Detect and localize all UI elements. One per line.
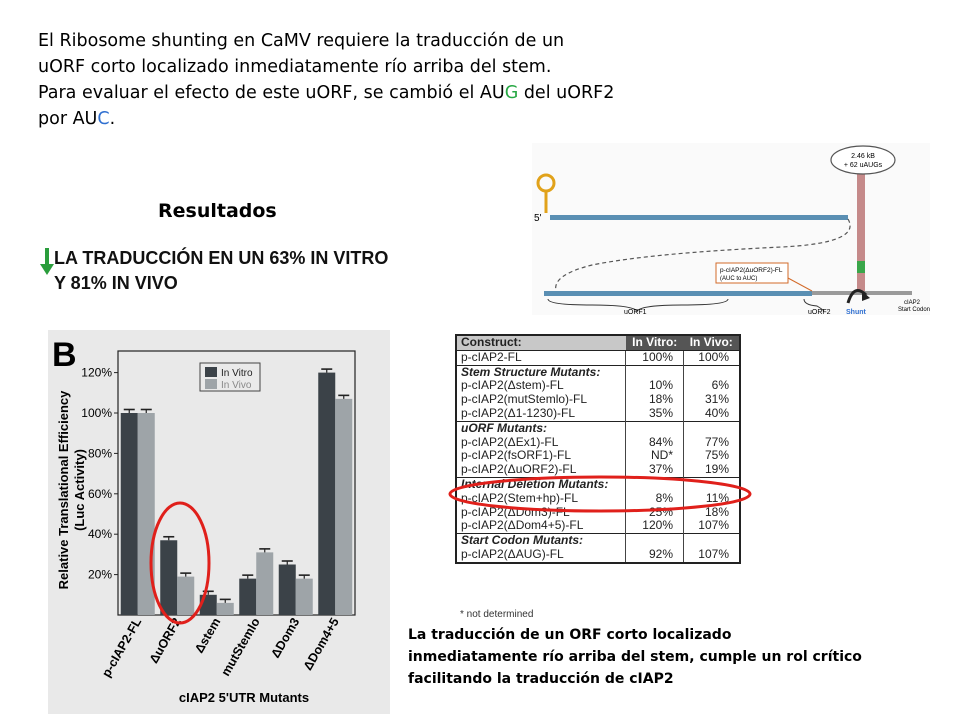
construct-name-cell: p-cIAP2(ΔDom3)-FL: [461, 504, 570, 519]
stem-box: [831, 146, 895, 174]
x-tick-label: ΔuORF2: [146, 615, 184, 666]
in-vivo-cell: 6%: [684, 379, 741, 393]
header-in-vitro: In Vitro:: [626, 335, 684, 350]
bar-in-vitro: [160, 540, 177, 615]
empty-cell: [684, 365, 741, 379]
mrna-strand-lower: [544, 291, 812, 296]
hairpin-loop-icon: [538, 175, 554, 191]
intro-line-2: uORF corto localizado inmediatamente río arriba del stem.: [38, 57, 552, 77]
empty-cell: [626, 477, 684, 491]
construct-name-cell: p-cIAP2(mutStemlo)-FL: [461, 392, 588, 407]
codon-c-highlight: C: [97, 109, 110, 129]
codon-g-highlight: G: [504, 83, 519, 103]
conclusion-line-3: facilitando la traducción de cIAP2: [408, 671, 674, 687]
y-tick-label: 20%: [87, 567, 112, 582]
construct-callout-line-2: (AUC to AUC): [720, 276, 758, 282]
table-section-row: [456, 534, 740, 548]
empty-cell: [684, 534, 741, 548]
shunting-diagram: [532, 143, 930, 315]
bar-in-vitro: [200, 595, 217, 615]
construct-name-cell: p-cIAP2(ΔEx1)-FL: [461, 434, 559, 449]
y-tick-label: 60%: [87, 486, 112, 501]
in-vivo-cell: 107%: [684, 519, 741, 533]
construct-name-cell: p-cIAP2(Stem+hp)-FL: [461, 490, 579, 505]
intro-line-4-text: por AU: [38, 109, 98, 129]
five-prime-label: 5': [534, 213, 542, 224]
legend-label: In Vitro: [221, 368, 253, 379]
bar-chart: [48, 330, 390, 714]
table-section-row: [456, 477, 740, 491]
in-vitro-cell: 18%: [626, 393, 684, 407]
x-tick-label: Δstem: [192, 615, 224, 656]
bar-in-vivo: [217, 603, 234, 615]
in-vitro-cell: ND*: [626, 449, 684, 463]
in-vivo-cell: 11%: [684, 492, 741, 506]
in-vivo-cell: 100%: [684, 350, 741, 365]
in-vitro-cell: 37%: [626, 463, 684, 477]
section-label: uORF Mutants:: [456, 421, 626, 435]
in-vitro-cell: 8%: [626, 492, 684, 506]
conclusion-text: [408, 624, 928, 690]
table-section-row: [456, 365, 740, 379]
down-arrow-icon: [40, 248, 54, 276]
finding-line-2: Y 81% IN VIVO: [54, 273, 178, 293]
start-codon-label-1: cIAP2: [904, 300, 921, 306]
in-vivo-cell: 75%: [684, 449, 741, 463]
section-label: Internal Deletion Mutants:: [456, 477, 626, 491]
section-label: Stem Structure Mutants:: [456, 365, 626, 379]
x-tick-label: ΔDom4+5: [300, 615, 342, 673]
y-axis-title-line: (Luc Activity): [72, 449, 87, 531]
empty-cell: [626, 534, 684, 548]
bar-in-vitro: [239, 579, 256, 615]
construct-name-cell: p-cIAP2(Δ1-1230)-FL: [461, 405, 576, 420]
table-row: [456, 436, 740, 450]
in-vitro-cell: 25%: [626, 506, 684, 520]
x-tick-label: ΔDom3: [268, 615, 303, 661]
x-tick-label: p-cIAP2-FL: [99, 615, 145, 680]
table-row: [456, 463, 740, 477]
in-vitro-cell: 35%: [626, 407, 684, 421]
stem-box-line-2: + 62 uAUGs: [843, 162, 883, 169]
dashed-connection-curve: [556, 219, 850, 291]
empty-cell: [626, 421, 684, 435]
mrna-strand-upper: [550, 215, 848, 220]
empty-cell: [626, 365, 684, 379]
stem-base-marker: [857, 261, 865, 273]
construct-name-cell: p-cIAP2(ΔAUG)-FL: [461, 546, 564, 561]
in-vitro-cell: 10%: [626, 379, 684, 393]
stem-structure: [857, 173, 865, 291]
in-vitro-cell: 120%: [626, 519, 684, 533]
in-vivo-cell: 19%: [684, 463, 741, 477]
intro-line-3-text: Para evaluar el efecto de este uORF, se cambió el AU: [38, 83, 505, 103]
x-axis-title: cIAP2 5'UTR Mutants: [178, 690, 310, 705]
table-row: [456, 492, 740, 506]
legend-swatch: [205, 379, 217, 389]
bar-in-vitro: [279, 565, 296, 616]
x-tick-label: mutStemlo: [218, 615, 263, 679]
table-section-row: [456, 421, 740, 435]
finding-line-1: LA TRADUCCIÓN EN UN 63% IN VITRO: [54, 248, 389, 268]
bar-in-vitro: [121, 413, 138, 615]
intro-paragraph: [38, 28, 678, 132]
x-axis-tick-labels: [99, 615, 342, 679]
y-tick-label: 80%: [87, 446, 112, 461]
bar-in-vivo: [335, 399, 352, 615]
construct-table: [455, 334, 741, 564]
in-vivo-cell: 18%: [684, 506, 741, 520]
construct-name-cell: p-cIAP2(fsORF1)-FL: [461, 448, 572, 463]
y-tick-label: 100%: [81, 406, 112, 420]
construct-name-cell: p-cIAP2(Δstem)-FL: [461, 378, 564, 393]
table-row: [456, 379, 740, 393]
header-in-vivo: In Vivo:: [684, 335, 741, 350]
construct-name-cell: p-cIAP2(ΔDom4+5)-FL: [461, 518, 584, 533]
y-axis-title-line: Relative Translational Efficiency: [56, 390, 71, 590]
table-row: [456, 393, 740, 407]
bar-chart-panel: [48, 330, 390, 714]
construct-name-cell: p-cIAP2-FL: [456, 350, 626, 365]
table-body: [456, 350, 740, 562]
header-construct: Construct:: [456, 335, 626, 350]
bar-in-vitro: [318, 373, 335, 615]
in-vitro-cell: 92%: [626, 548, 684, 563]
construct-name-cell: p-cIAP2(ΔuORF2)-FL: [461, 462, 577, 477]
table-row: [456, 407, 740, 421]
intro-line-1: El Ribosome shunting en CaMV requiere la traducción de un: [38, 31, 565, 51]
table-row: [456, 548, 740, 563]
callout-pointer: [788, 278, 812, 291]
conclusion-line-2: inmediatamente río arriba del stem, cumple un rol crítico: [408, 649, 862, 665]
in-vitro-cell: 100%: [626, 350, 684, 365]
shunt-label: Shunt: [846, 309, 866, 315]
in-vivo-cell: 40%: [684, 407, 741, 421]
construct-callout-line-1: p-cIAP2(ΔuORF2)-FL: [720, 267, 783, 274]
bar-in-vivo: [138, 413, 155, 615]
intro-line-4-end: .: [109, 109, 116, 129]
bar-in-vivo: [296, 579, 313, 615]
empty-cell: [684, 421, 741, 435]
table-row: [456, 519, 740, 533]
finding-text: [54, 246, 388, 296]
table-row: [456, 506, 740, 520]
in-vivo-cell: 31%: [684, 393, 741, 407]
construct-table-wrap: [455, 334, 741, 564]
intro-line-3: [38, 80, 678, 106]
uorf2-label: uORF2: [808, 309, 831, 315]
y-tick-label: 40%: [87, 527, 112, 542]
stem-box-line-1: 2.46 kB: [851, 153, 875, 160]
table-row: [456, 350, 740, 365]
panel-label: B: [52, 336, 77, 374]
legend: [200, 363, 260, 391]
legend-swatch: [205, 367, 217, 377]
y-tick-label: 120%: [81, 365, 112, 380]
bars: [121, 369, 353, 615]
results-heading: Resultados: [158, 200, 277, 222]
table-footnote: * not determined: [460, 609, 534, 620]
in-vitro-cell: 84%: [626, 436, 684, 450]
in-vivo-cell: 77%: [684, 436, 741, 450]
conclusion-line-1: La traducción de un ORF corto localizado: [408, 627, 732, 643]
start-codon-label-2: Start Codon: [898, 307, 930, 313]
uorf1-label: uORF1: [624, 309, 647, 315]
table-row: [456, 449, 740, 463]
table-header-row: [456, 335, 740, 350]
legend-label: In Vivo: [221, 380, 252, 391]
intro-line-4: [38, 106, 678, 132]
section-label: Start Codon Mutants:: [456, 534, 626, 548]
in-vivo-cell: 107%: [684, 548, 741, 563]
bar-in-vivo: [256, 552, 273, 615]
empty-cell: [684, 477, 741, 491]
bar-in-vivo: [177, 577, 194, 615]
intro-line-3-end: del uORF2: [518, 83, 615, 103]
